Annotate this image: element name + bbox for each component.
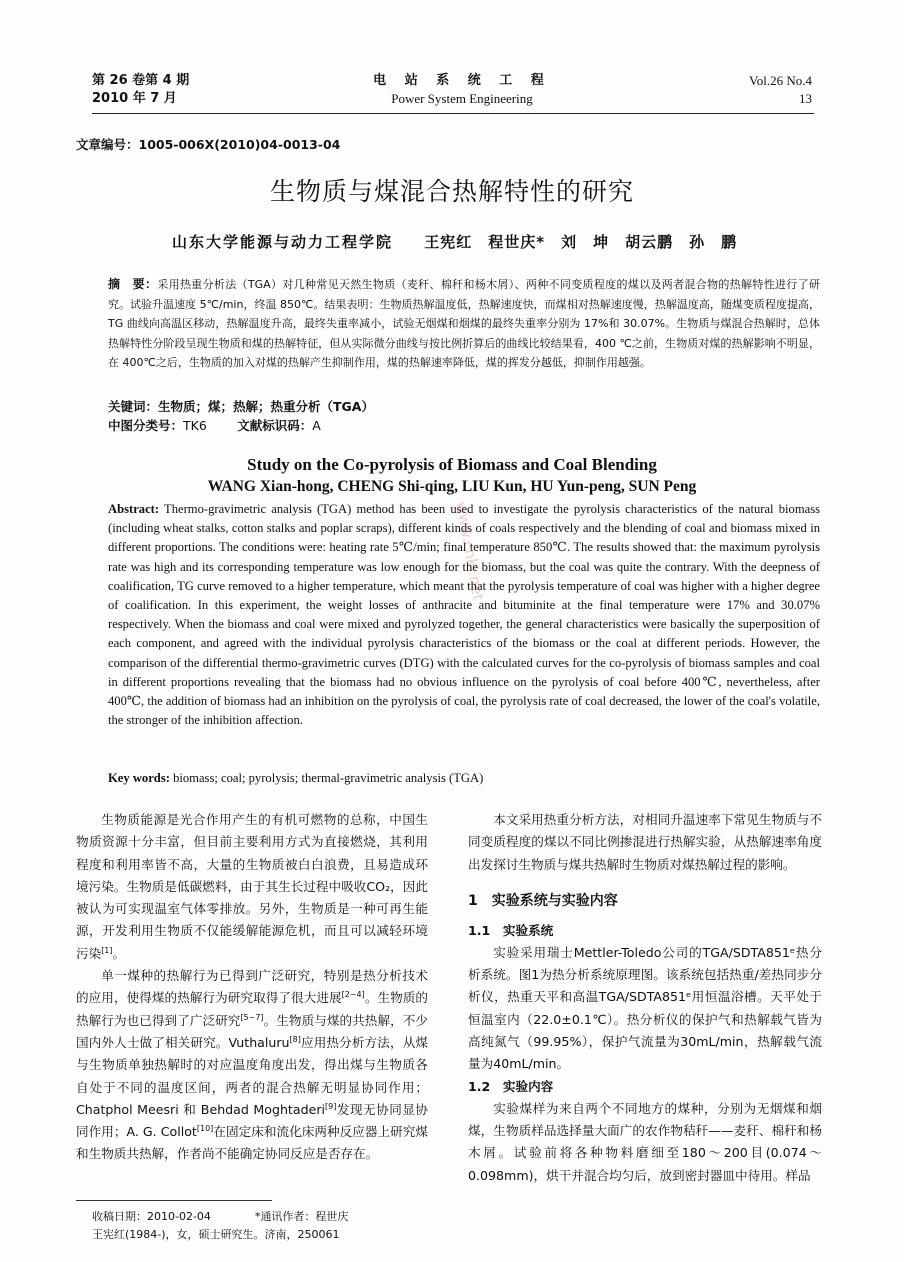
citation: [2~4] (341, 990, 365, 1000)
authors-en: WANG Xian-hong, CHENG Shi-qing, LIU Kun, HU Yun-peng, SUN Peng (207, 478, 697, 495)
clc-label: 中图分类号： (108, 418, 184, 433)
paragraph-text: 在固定床和流化床两种反应器上研究煤和生物质共热解，作者尚不能确定协同反应是否存在。 (76, 1124, 429, 1162)
clc-value: TK6 (183, 418, 207, 433)
subsection-heading-1-2: 1.2 实验内容 (468, 1078, 554, 1094)
paragraph-intro-1 (76, 809, 428, 965)
paragraph-text: 应用热分析方法，从煤与生物质单独热解时的对应温度角度出发，得出煤与生物质各自处于不同的温度区间，两者的混合热解无明显协同作用；Chatphol Meesri 和 Behdad Moghtaderi (76, 1034, 428, 1117)
corresponding-author: *通讯作者：程世庆 (254, 1210, 349, 1223)
journal-name (362, 72, 562, 108)
citation: [8] (289, 1034, 301, 1044)
doc-code-label: 文献标识码： (237, 418, 313, 433)
issue-info-en (749, 72, 812, 108)
author-bio: 王宪红(1984-)，女，硕士研究生。济南，250061 (92, 1228, 340, 1241)
date-cn: 2010 年 7 月 (92, 91, 177, 106)
abstract-cn-label: 摘 要： (108, 277, 158, 291)
volume-en: Vol.26 No.4 (749, 73, 812, 88)
body-right-column (468, 809, 822, 1187)
citation: [1] (101, 945, 113, 955)
paragraph-text: 。生物质与煤的共热解，不少国内外人士做了相关研究。Vuthaluru (76, 1012, 429, 1050)
paragraph-text: 。生物质的热解行为也已得到了广泛研究 (76, 990, 429, 1028)
header-rule (92, 113, 814, 114)
body-left-column (76, 809, 428, 1166)
received-date: 收稿日期：2010-02-04 (92, 1210, 211, 1223)
paragraph-text: 发现无协同显协同作用；A. G. Collot (76, 1101, 429, 1140)
keywords-cn: 关键词：生物质；煤；热解；热重分析（TGA） (108, 399, 374, 414)
volume-cn: 第 26 卷第 4 期 (92, 73, 190, 88)
paragraph-text: 。 (112, 945, 126, 961)
keywords-en (108, 771, 483, 786)
paragraph-content: 实验煤样为来自两个不同地方的煤种，分别为无烟煤和烟煤，生物质样品选择量大面广的农作物秸秆——麦秆、棉秆和杨木屑。试验前将各种物料磨细至180～200目(0.074～0.098mm)，烘干并混合均匀后，放到密封器皿中待用。样品 (468, 1100, 822, 1183)
author-line-cn (172, 231, 737, 252)
citation: [10] (196, 1123, 214, 1133)
title-cn: 生物质与煤混合热解特性的研究 (269, 179, 634, 206)
journal-name-cn: 电 站 系 统 工 程 (373, 73, 551, 88)
authors-cn: 王宪红 程世庆* 刘 坤 胡云鹏 孙 鹏 (424, 233, 738, 251)
paragraph-system: 实验采用瑞士Mettler-Toledo公司的TGA/SDTA851ᵉ热分析系统。图1为热分析系统原理图。该系统包括热重/差热同步分析仪，热重天平和高温TGA/SDTA851ᵉ用恒温浴槽。天平处于恒温室内（22.0±0.1℃）。热分析仪的保护气和热解载气皆为高纯氮气（99.95%），保护气流量为30mL/min，热解载气流量为40mL/min。 (468, 944, 822, 1072)
affiliation-cn: 山东大学能源与动力工程学院 (172, 233, 394, 251)
journal-name-en: Power System Engineering (391, 91, 533, 106)
footnote-rule (76, 1200, 272, 1201)
page-number: 13 (799, 91, 812, 106)
article-number: 文章编号：1005-006X(2010)04-0013-04 (76, 137, 341, 152)
section-heading-1: 1 实验系统与实验内容 (468, 892, 618, 909)
paragraph-intro-2 (76, 965, 428, 1166)
paragraph-text: 单一煤种的热解行为已得到广泛研究，特别是热分析技术的应用，使得煤的热解行为研究取得了很大进展 (76, 968, 428, 1006)
subsection-heading-1-1: 1.1 实验系统 (468, 922, 554, 938)
abstract-en-label: Abstract: (108, 502, 160, 516)
issue-info-cn (92, 72, 189, 108)
classification-line (108, 416, 321, 435)
abstract-cn-text: 采用热重分析法（TGA）对几种常见天然生物质（麦秆、棉秆和杨木屑）、两种不同变质程度的煤以及两者混合物的热解特性进行了研究。试验升温速度 5℃/min，终温 850℃。结果表明：生物质热解温度低，热解速度快，而煤相对热解速度慢，热解温度高，随煤变质程度提高，TG 曲线向高温区移动，热解温度升高，最终失重率减小，试验无烟煤和烟煤的最终失重率分别为 17%和 30.07%。生物质与煤混合热解时，总体热解特性分阶段呈现生物质和煤的热解特征，但从实际微分曲线与按比例折算后的曲线比较结果看，400 ℃之前，生物质对煤的热解影响不明显，在 400℃之后，生物质的加入对煤的热解产生抑制作用，煤的热解速率降低，煤的挥发分越低，抑制作用越强。 (108, 278, 820, 369)
title-en: Study on the Co-pyrolysis of Biomass and Coal Blending (247, 455, 657, 474)
paragraph-intro-3: 本文采用热重分析方法，对相同升温速率下常见生物质与不同变质程度的煤以不同比例掺混进行热解实验，从热解速率角度出发探讨生物质与煤共热解时生物质对煤热解过程的影响。 (468, 812, 822, 872)
doc-code-value: A (312, 418, 321, 433)
abstract-en-text: Thermo-gravimetric analysis (TGA) method has been used to investigate the pyrolysis characteristics of the natural biomass (including wheat stalks, cotton stalks and poplar scraps), different kinds of coals respectively and the blending of coal and biomass mixed in different proportions. The conditions were: heating rate 5℃/min; final temperature 850℃. The results showed that: the maximum pyrolysis rate was high and its corresponding temperature was low enough for the biomass, but the coal was quite the contrary. With the deepness of coalification, TG curve removed to a higher temperature, which meant that the pyrolysis temperature of coal was higher with a higher degree of coalification. In this experiment, the weight losses of anthracite and bituminite at the final temperature were 17% and 30.07% respectively. When the biomass and coal were mixed and pyrolyzed together, the general characteristics were basically the superposition of each component, and agreed with the individual pyrolysis characteristics of the biomass or the coal at different periods. However, the comparison of the differential thermo-gravimetric curves (DTG) with the calculated curves for the co-pyrolysis of biomass samples and coal in different proportions revealing that the biomass had no obvious influence on the pyrolysis of coal before 400℃, nevertheless, after 400℃, the addition of biomass had an inhibition on the pyrolysis of coal, the pyrolysis rate of coal decreased, the lower of the coal's volatile, the stronger of the inhibition affection. (108, 502, 821, 728)
keywords-en-label: Key words: (108, 771, 170, 785)
citation: [5~7] (240, 1012, 264, 1022)
running-header (92, 72, 812, 112)
abstract-cn (108, 275, 820, 373)
watermark: www.cnki.net (452, 500, 488, 602)
footnote (92, 1208, 348, 1244)
citation: [9] (325, 1101, 337, 1111)
keywords-en-text: biomass; coal; pyrolysis; thermal-gravimetric analysis (TGA) (173, 771, 484, 785)
paragraph-text: 生物质能源是光合作用产生的有机可燃物的总称，中国生物质资源十分丰富，但目前主要利用方式为直接燃烧，其利用程度和利用率皆不高，大量的生物质被白白浪费，且易造成环境污染。生物质是低碳燃料，由于其生长过程中吸收CO₂，因此被认为可实现温室气体零排放。另外，生物质是一种可再生能源，开发利用生物质不仅能缓解能源危机，而且可以减轻环境污染 (76, 812, 428, 961)
